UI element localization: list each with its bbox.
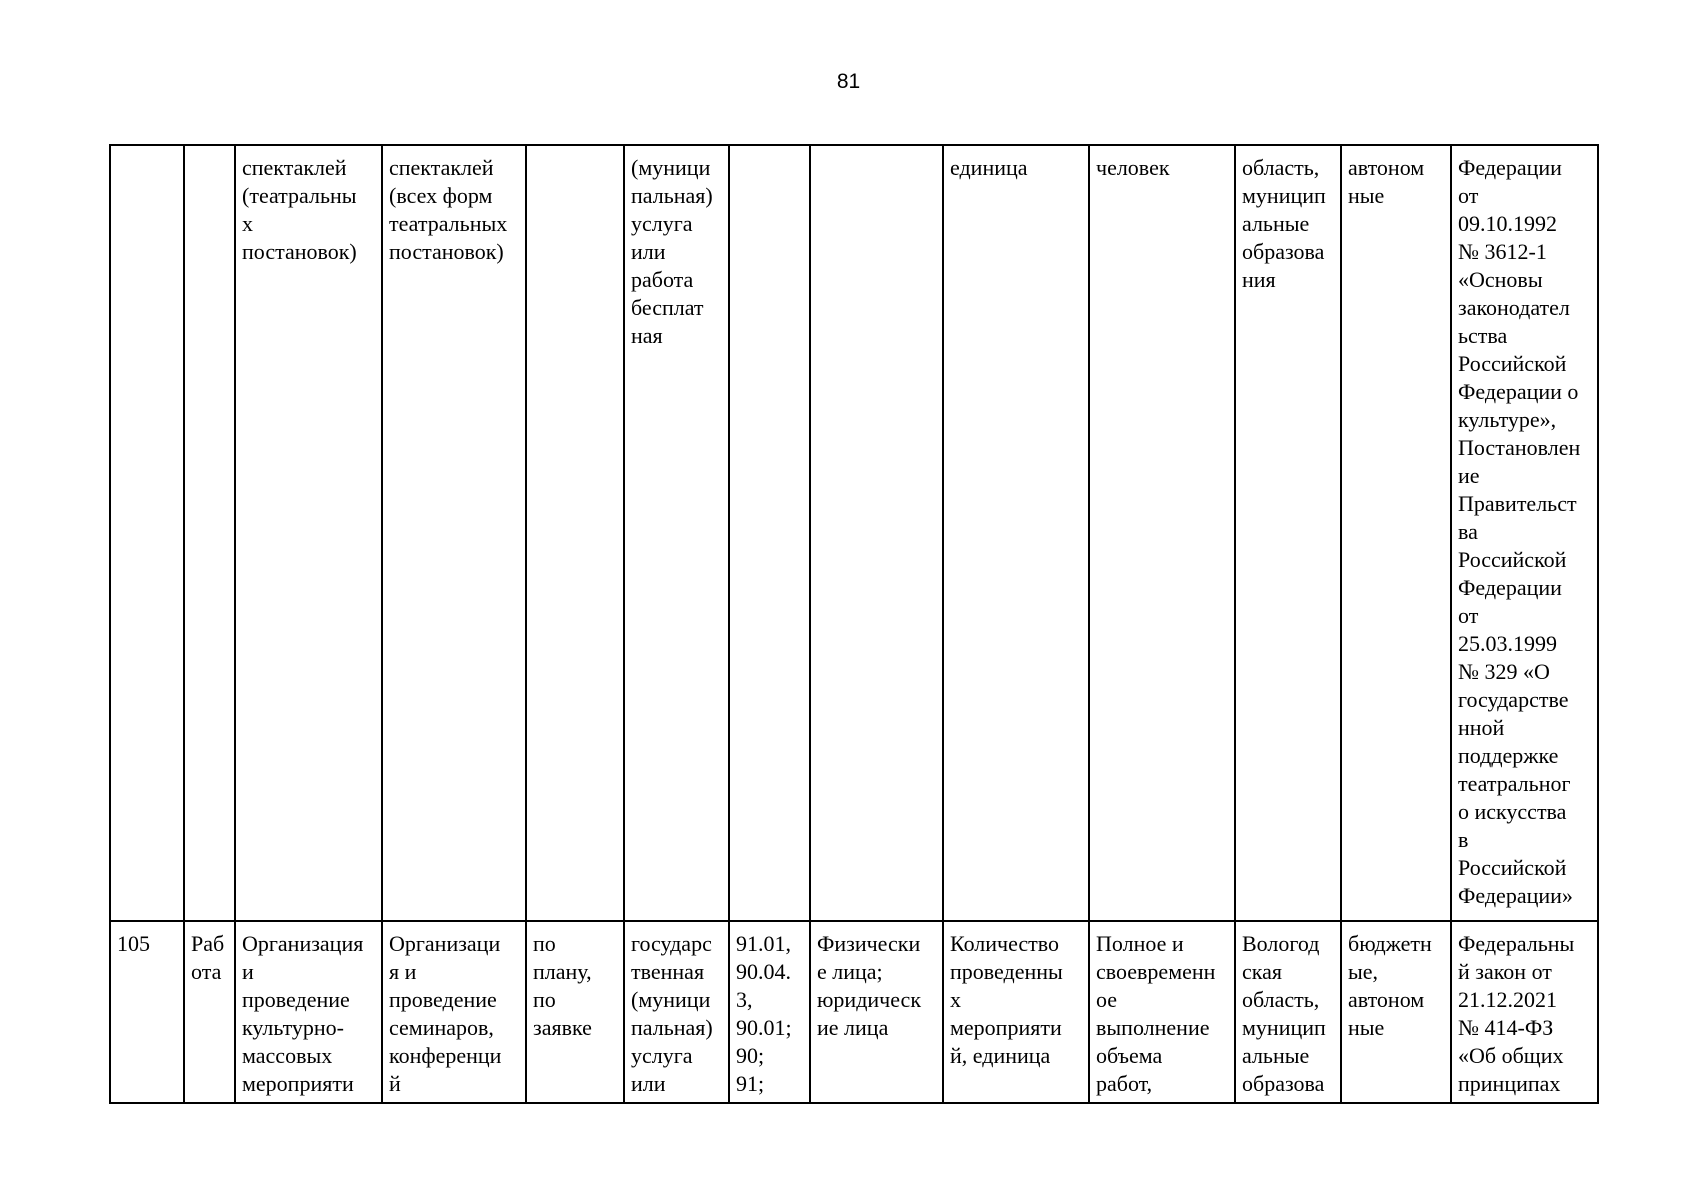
table-cell: государс твенная (муници пальная) услуга или xyxy=(624,921,729,1103)
table-cell: Физически е лица; юридическ ие лица xyxy=(810,921,943,1103)
table-cell: спектаклей (всех форм театральных постановок) xyxy=(382,145,526,921)
table-cell: Организаци я и проведение семинаров, конференци й xyxy=(382,921,526,1103)
table-cell: единица xyxy=(943,145,1089,921)
table-cell: Федеральны й закон от 21.12.2021 № 414-ФЗ «Об общих принципах xyxy=(1451,921,1598,1103)
table-cell: Полное и своевременн ое выполнение объема работ, xyxy=(1089,921,1235,1103)
table-cell: бюджетн ые, автоном ные xyxy=(1341,921,1451,1103)
table-cell xyxy=(110,145,184,921)
table-cell: область, муницип альные образова ния xyxy=(1235,145,1341,921)
table-cell: Количество проведенны х мероприяти й, единица xyxy=(943,921,1089,1103)
table-cell xyxy=(526,145,624,921)
table-cell: Федерации от 09.10.1992 № 3612-1 «Основы законодател ьства Российской Федерации о культуре», Постановлен ие Правительст ва Российской Федерации от 25.03.1999 № 329 «О государстве нной поддержке театральног о искусства в Российской Федерации» xyxy=(1451,145,1598,921)
document-table xyxy=(109,144,1599,1104)
table-cell xyxy=(729,145,810,921)
table-cell: 105 xyxy=(110,921,184,1103)
table-cell: по плану, по заявке xyxy=(526,921,624,1103)
page-number: 81 xyxy=(836,70,861,93)
table-cell: спектаклей (театральны х постановок) xyxy=(235,145,382,921)
table-cell: Вологод ская область, муницип альные образова xyxy=(1235,921,1341,1103)
table-cell: (муници пальная) услуга или работа бесплат ная xyxy=(624,145,729,921)
table-row xyxy=(110,145,1598,921)
table-cell xyxy=(184,145,235,921)
table-cell: автоном ные xyxy=(1341,145,1451,921)
table-cell xyxy=(810,145,943,921)
table-cell: 91.01, 90.04. 3, 90.01; 90; 91; xyxy=(729,921,810,1103)
table-row xyxy=(110,921,1598,1103)
table-cell: человек xyxy=(1089,145,1235,921)
table-cell: Организация и проведение культурно- массовых мероприяти xyxy=(235,921,382,1103)
table-cell: Раб ота xyxy=(184,921,235,1103)
